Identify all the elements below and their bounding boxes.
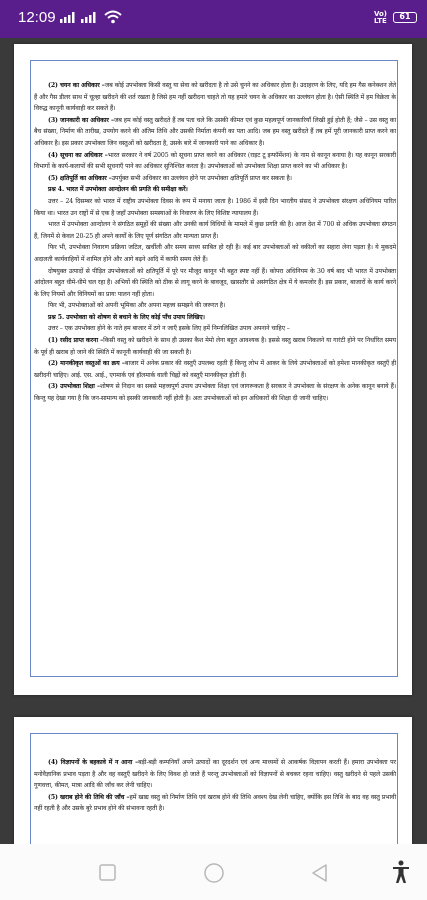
paragraph (34, 219, 396, 242)
paragraph (34, 173, 396, 185)
paragraph (34, 115, 396, 150)
navigation-bar (0, 844, 427, 900)
back-button[interactable] (310, 863, 330, 883)
paragraph-lead: (5) खराब होने की तिथि की जाँच – (48, 793, 130, 801)
paragraph-text: दोषयुक्त उत्पादों से पीड़ित उपभोक्ताओं को क्षतिपूर्ति में पूरे पर मौजूद कानून भी बहुत स्पष्ट नहीं हैं। कोपरा अधिनियम के 30 वर्ष बाद भी भारत में उपभोक्ता आंदोलन बहुत धीमे-धीमे चल रहा है। अभियों की स्थिति को ठीक से लागू करने के बावजूद, खासतौर से असंगठित क्षेत्र में ये कमजोर हैं। इस प्रकार, बाजारों के कार्य करने के लिए नियमों और विनियमों का प्रायः पालन नहीं होता। (34, 267, 396, 298)
status-bar (0, 0, 427, 38)
paragraph-text: बाजार में अनेक प्रकार की वस्तुएँ उपलब्ध रहती हैं किन्तु लोभ में आकर के लिये उपभोक्ताओं को हमेशा मानकीकृत वस्तुएँ ही खरीदनी चाहिए। आई. एस. आई., एगमार्क एवं हॉलमार्क वाली चिह्नों को वस्तुएँ मानकीकृत होती हैं। (34, 360, 396, 379)
paragraph (34, 792, 396, 815)
paragraph-text: उत्तर – एक उपभोक्ता होने के नाते हम बाजार में ठगे न जाएँ इसके लिए हमें निम्नलिखित उपाय अपनाने चाहिए – (48, 325, 290, 333)
paragraph (34, 323, 396, 335)
paragraph-text: फिर भी, उपभोक्ता निवारण प्रक्रिया जटिल, खर्चीली और समय साध्य साबित हो रही है। कई बार उपभोक्ताओं को वकीलों का सहारा लेना पड़ता है। ये मुकदमे अदालती कार्यवाहियों में शामिल होने और आगे बढ़ने आदि में काफी समय लेते हैं। (34, 244, 396, 263)
paragraph-text: भारत सरकार ने वर्ष 2005 को सूचना प्राप्त करने का अधिकार (राइट टू इन्फॉर्मेशन) के नाम से कानून बनाया है। यह कानून सरकारी विभागों के कार्य-कलापों की सभी सूचनाएँ पाने का अधिकार सुनिश्चित करता है। उपभोक्ताओं को उपभोक्ता शिक्षा प्राप्त करने का भी अधिकार है। (34, 151, 397, 171)
paragraph (34, 266, 396, 301)
document-page-1[interactable] (14, 44, 412, 695)
paragraph (34, 242, 396, 265)
paragraph (34, 381, 396, 404)
paragraph (34, 300, 396, 312)
question-heading: प्रश्न 5. उपभोक्ता को शोषण से बचाने के लिए कोई पाँच उपाय लिखिए। (48, 313, 205, 321)
paragraph (34, 358, 396, 381)
clock: 12:09 (18, 9, 56, 26)
accessibility-icon[interactable] (392, 860, 410, 884)
signal-icon (60, 12, 76, 23)
paragraph-text: भारत में उपभोक्ता आन्दोलन ने संगठित समूहों की संख्या और उनकी कार्य विधियों के मामले में कुछ प्रगति की है। आज देश में 700 से अधिक उपभोक्ता संगठन हैं, जिनमें से केवल 20-25 ही अपने कार्यों के लिए पूर्ण संगठित और मान्यता प्राप्त हैं। (34, 221, 396, 240)
paragraph (34, 335, 396, 358)
paragraph-lead: (3) जानकारी का अधिकार – (48, 116, 114, 124)
paragraph-text: उपर्युक्त सभी अधिकार का उल्लंघन होने पर उपभोक्ता क्षतिपूर्ति प्राप्त कर सकता है। (111, 174, 292, 182)
paragraph-text: फिर भी, उपभोक्ताओं को अपनी भूमिका और अपना महत्त्व समझने की जरूरत है। (48, 302, 226, 310)
paragraph-lead: (1) रसीद प्राप्त करना – (48, 337, 104, 345)
paragraph-lead: (2) चयन का अधिकार – (48, 82, 105, 89)
paragraph (34, 150, 396, 173)
wifi-icon (104, 10, 122, 24)
paragraph-lead: (3) उपभोक्ता शिक्षा – (48, 383, 100, 391)
page-1-content (34, 80, 396, 405)
home-button[interactable] (203, 863, 225, 885)
paragraph (34, 196, 396, 219)
recent-apps-button[interactable] (98, 863, 118, 883)
page-2-content (34, 757, 396, 815)
paragraph-lead: (5) क्षतिपूर्ति का अधिकार – (48, 174, 112, 182)
battery-level: 61 (399, 12, 411, 21)
document-viewer[interactable] (0, 38, 427, 844)
paragraph-text: शोषण से निदान का सबसे महत्त्वपूर्ण उपाय उपभोक्ता शिक्षा एवं जागरूकता है सरकार ने उपभोक्ता के संरक्षण के अनेक कानून बनाये हैं। किन्तु यह देखा गया है कि जन-सामान्य को इसकी जानकारी नहीं होती है। अतः उपभोक्ताओं को इन अधिकारों की शिक्षा दी जानी चाहिए। (34, 383, 397, 403)
paragraph-text: बड़ी-बड़ी कम्पनियाँ अपने उत्पादों का दूरदर्शन एवं अन्य माध्यमों से आकर्षक विज्ञापन करती हैं। हमारा उपभोक्ता पर मनोवैज्ञानिक प्रभाव पड़ता है और वह वस्तुएँ खरीदने के लिए विवश हो जाते हैं परन्तु उपभोक्ताओं को विज्ञापनों से बचकर रहना चाहिए। वस्तु खरीदने से पहले उसकी गुणवत्ता, कीमत, मात्रा आदि की जाँच कर लेनी चाहिए। (34, 759, 396, 790)
paragraph-text: उत्तर – 24 दिसम्बर को भारत में राष्ट्रीय उपभोक्ता दिवस के रूप में मनाया जाता है। 1986 में इसी दिन भारतीय संसद ने उपभोक्ता संरक्षण अधिनियम पारित किया था। भारत उन राष्ट्रों में से एक है जहाँ उपभोक्ता समस्याओं के निवारण के लिए विशिष्ट न्यायालय हैं। (34, 197, 396, 217)
paragraph-text: जब हम कोई वस्तु खरीदते हैं तब पता चले कि उसकी कीमत एवं कुछ महत्वपूर्ण जानकारियाँ लिखी हुई होती हैं; जैसे – उस वस्तु का बैच संख्या, निर्माण की तारीख, उपयोग करने की अंतिम तिथि और उसकी निर्माता कंपनी का पता आदि। जब हम वस्तु खरीदते हैं तब हमें पूरी जानकारी प्राप्त करने का अधिकार है। इस प्रकार उपभोक्ता जिन वस्तुओं को खरीदता है, उसके बारे में जानकारी पाने का अधिकार है। (34, 116, 396, 147)
paragraph-lead: (4) विज्ञापनों के बहकावे में न आना – (48, 759, 139, 766)
paragraph (34, 757, 396, 792)
paragraph-text: जब कोई उपभोक्ता किसी वस्तु या सेवा को खरीदता है तो उसे चुनने का अधिकार होता है। उदाहरण के लिए, यदि हम गैस कनेक्शन लेते हैं और गैस डीलर साथ में चूल्हा खरीदने की शर्त रखता है जिसे हम नहीं खरीदना चाहते तो यह हमारे चयन के अधिकार का उल्लंघन होता है। ऐसी स्थिति में हम विक्रेता के विरुद्ध कानूनी कार्यवाही कर सकते हैं। (34, 82, 396, 113)
battery-icon (393, 12, 417, 23)
signal-icon-2 (81, 12, 97, 23)
paragraph-text: किसी वस्तु को खरीदने के साथ ही उसका कैश मेमो लेना बहुत आवश्यक है। इससे वस्तु खराब निकलने या गारंटी होने पर निर्धारित समय के पूर्व ही खराब हो जाने की स्थिति में कानूनी कार्यवाही की जा सकती है। (34, 337, 396, 356)
question-heading: प्रश्न 4. भारत में उपभोक्ता आन्दोलन की प्रगति की समीक्षा करें। (48, 186, 188, 194)
document-page-2[interactable] (14, 717, 412, 844)
volte-indicator: Vo) LTE (373, 10, 387, 25)
paragraph-lead: (4) सूचना का अधिकार – (48, 151, 108, 159)
paragraph (34, 80, 396, 115)
paragraph-lead: (2) मानकीकृत वस्तुओं का क्रय – (48, 360, 125, 368)
paragraph-text: हमें खाद्य वस्तु को निर्माण तिथि एवं खराब होने की तिथि अवश्य देख लेनी चाहिए, क्योंकि इस तिथि के बाद वह वस्तु प्रभावी नहीं रहती है और उसके बुरे प्रभाव होने की संभावना रहती है। (34, 793, 396, 813)
